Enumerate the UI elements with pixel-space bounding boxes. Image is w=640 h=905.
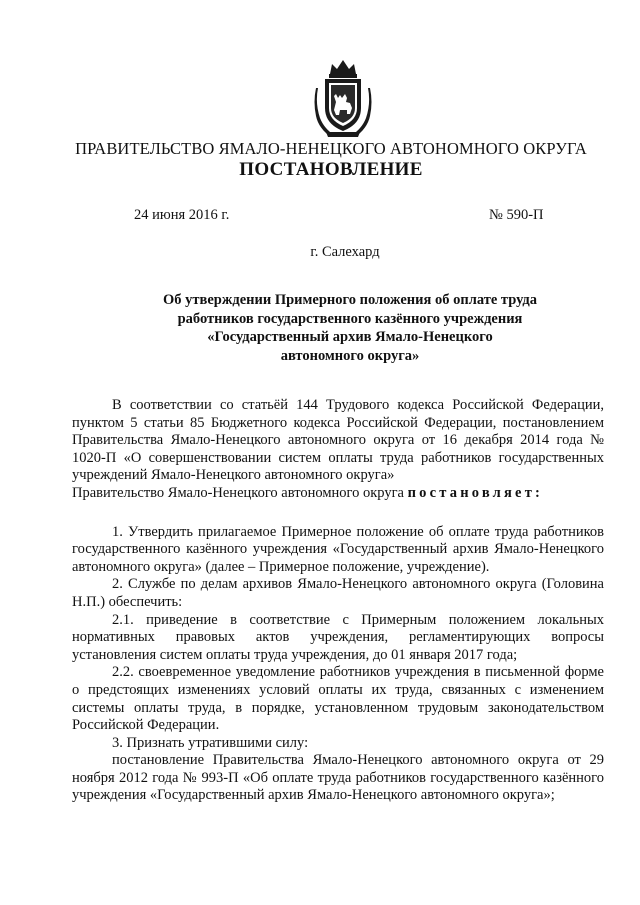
decree-word: постановляет: [407,484,544,501]
title-line: Об утверждении Примерного положения об оплате труда [163,292,537,308]
title-line: автономного округа» [280,347,420,364]
document-city: г. Салехард [310,244,380,260]
clause-2-2: 2.2. своевременное уведомление работников учреждения в письменной форме о предстоящих изменениях условий оплаты их труда, связанных с изменением системы оплаты труда, в порядке, установленном трудовым законодательством Российской Федерации. [72,664,604,734]
clause-2: 2. Службе по делам архивов Ямало-Ненецкого автономного округа (Головина Н.П.) обеспечить: [72,576,604,610]
preamble-closing-line [72,485,604,503]
coat-of-arms-yamal-nenets-icon [312,58,374,138]
clause-3: 3. Признать утратившими силу: [112,734,309,751]
document-body [72,397,604,805]
paragraph-spacer [72,503,604,524]
preamble-text: В соответствии со статьёй 144 Трудового кодекса Российской Федерации, пунктом 5 статьи 85 Бюджетного кодекса Российской Федерации, постановлением Правительства Ямало-Ненецкого автономного округа от 16 декабря 2014 года № 1020-П «О совершенствовании систем оплаты труда работников государственных учреждений Ямало-Ненецкого автономного округа» [72,397,604,484]
preamble-closing: Правительство Ямало-Ненецкого автономного округа [72,484,404,501]
document-number: № 590-П [489,207,544,223]
clause-3-item: постановление Правительства Ямало-Ненецкого автономного округа от 29 ноября 2012 года № 993-П «Об оплате труда работников государственного казённого учреждения «Государственный архив Ямало-Ненецкого автономного округа»; [72,752,604,804]
title-line: «Государственный архив Ямало-Ненецкого [207,329,493,345]
clause-1: 1. Утвердить прилагаемое Примерное положение об оплате труда работников государственного казённого учреждения «Государственный архив Ямало-Ненецкого автономного округа» (далее – Примерное положение, учреждение). [72,523,604,575]
clause-2-1: 2.1. приведение в соответствие с Примерным положением локальных нормативных правовых актов учреждения, регламентирующих вопросы установления систем оплаты труда учреждения, до 01 января 2017 года; [72,611,604,663]
government-name: ПРАВИТЕЛЬСТВО ЯМАЛО-НЕНЕЦКОГО АВТОНОМНОГО ОКРУГА [75,139,587,158]
document-date: 24 июня 2016 г. [134,207,230,223]
preamble-paragraph [72,397,604,485]
document-title [100,291,600,365]
document-type-heading: ПОСТАНОВЛЕНИЕ [239,159,423,180]
title-line: работников государственного казённого учреждения [177,310,523,327]
